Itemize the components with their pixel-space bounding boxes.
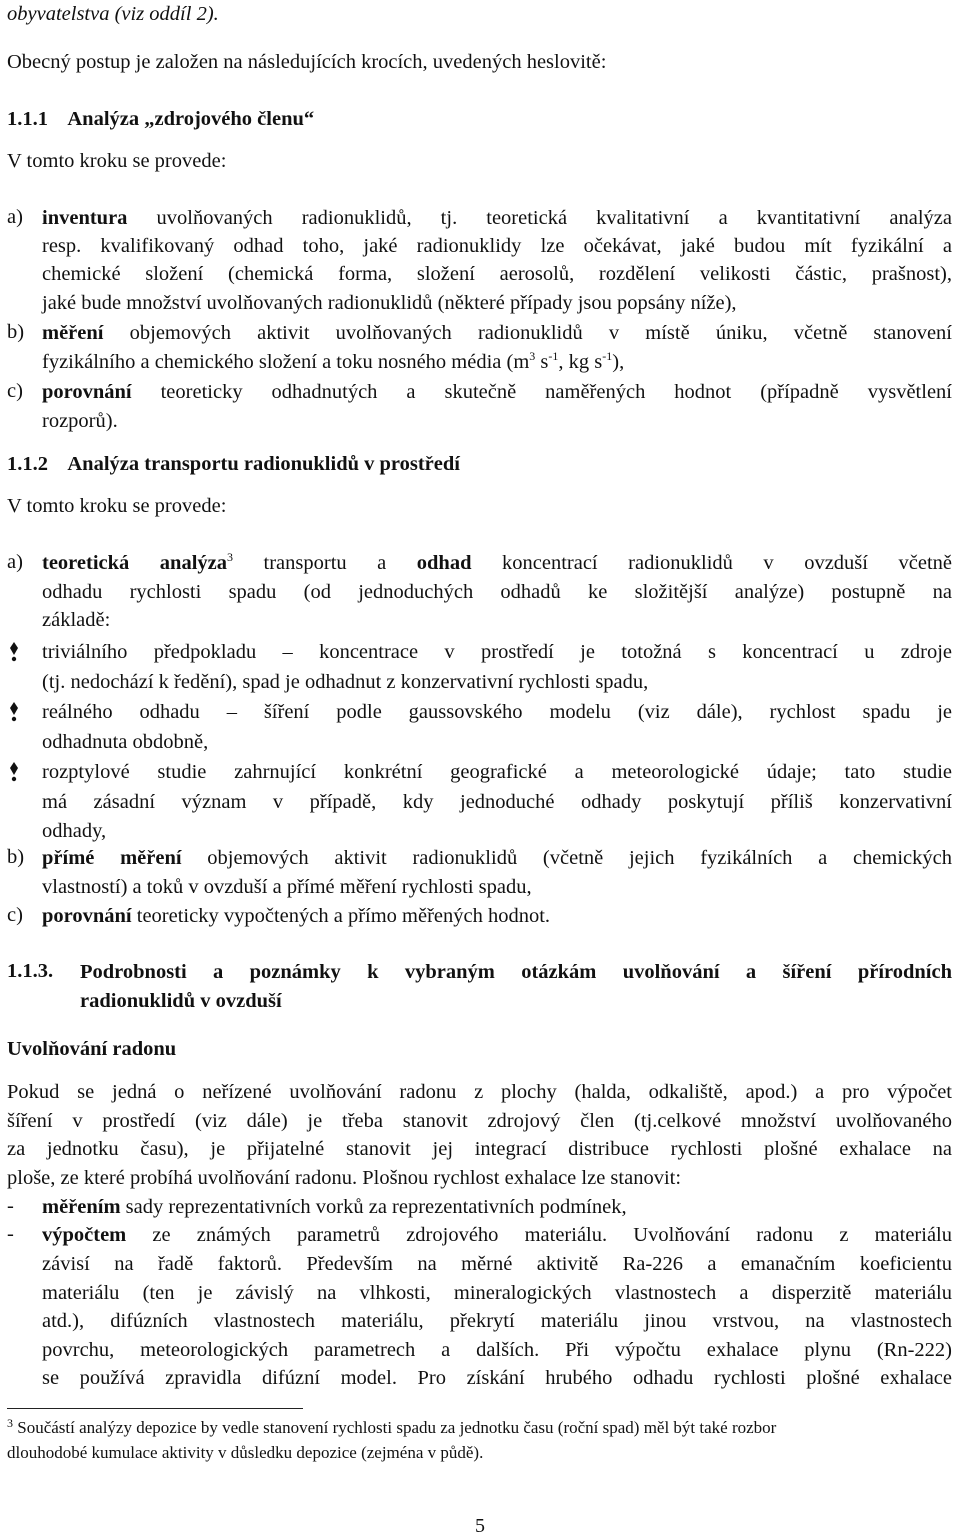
bullet-icon <box>7 640 29 664</box>
section-1-1-3-title-line1: Podrobnosti a poznámky k vybraným otázkám uvolňování a šíření přírodních <box>80 961 952 983</box>
dash-item-1 <box>42 1195 952 1219</box>
text: Součástí analýzy depozice by vedle stanovení rychlosti spadu za jednotku času (roční spad) měl být také rozbor <box>13 1418 777 1437</box>
bold-term: odhad <box>416 552 472 574</box>
radon-paragraph-line3: za jednotku času), je přijatelné stanovit jej integrací distribuce rychlosti plošné exhalace na <box>7 1138 952 1160</box>
dash-item-2-line2: závisí na řadě faktorů. Především na měrné aktivitě Ra-226 a emanačním koeficientu <box>42 1253 952 1275</box>
superscript: -1 <box>602 349 613 363</box>
text: objemových aktivit uvolňovaných radionuklidů v místě úniku, včetně stanovení <box>129 322 953 344</box>
bullet-2-line2: odhadnuta obdobně, <box>42 731 209 753</box>
list-item-a-line3: základě: <box>42 609 111 631</box>
top-fragment: obyvatelstva (viz oddíl 2). <box>7 3 219 25</box>
dash-item-2-line1 <box>42 1223 952 1247</box>
section-number: 1.1.3. <box>7 960 54 982</box>
bullet-1-line2: (tj. nedochází k ředění), spad je odhadnut z konzervativní rychlosti spadu, <box>42 671 649 693</box>
footnote-rule <box>7 1408 303 1409</box>
radon-heading: Uvolňování radonu <box>7 1038 177 1060</box>
list-label: b) <box>7 321 25 343</box>
list-item-b-line2 <box>42 350 952 374</box>
radon-paragraph-line2: šíření v prostředí (viz dále) je třeba stanovit zdrojový člen (tj.celkové množství uvolňovaného <box>7 1110 952 1132</box>
text: koncentrací radionuklidů v ovzduší včetně <box>471 552 952 574</box>
radon-paragraph-line4: ploše, ze které probíhá uvolňování radonu. Plošnou rychlost exhalace lze stanovit: <box>7 1167 682 1189</box>
bold-term: výpočtem <box>42 1224 127 1246</box>
bullet-2-line1: reálného odhadu – šíření podle gaussovského modelu (viz dále), rychlost spadu je <box>42 701 952 723</box>
list-item-c-line1 <box>42 380 952 404</box>
list-label: c) <box>7 380 23 402</box>
bullet-icon <box>7 700 29 724</box>
bullet-3-line1: rozptylové studie zahrnující konkrétní geografické a meteorologické údaje; tato studie <box>42 761 952 783</box>
list-item-c-line2: rozporů). <box>42 410 118 432</box>
bold-term: přímé měření <box>42 847 182 869</box>
bold-term: porovnání <box>42 381 132 403</box>
text: sady reprezentativních vorků za reprezentativních podmínek, <box>120 1196 627 1218</box>
text: teoreticky vypočtených a přímo měřených hodnot. <box>131 905 551 927</box>
footnote-line2: dlouhodobé kumulace aktivity v důsledku depozice (zejména v půdě). <box>7 1443 484 1462</box>
list-item-a-line4: jaké bude množství uvolňovaných radionuklidů (některé případy jsou popsány níže), <box>42 292 737 314</box>
section-title: Analýza transportu radionuklidů v prostředí <box>67 453 460 475</box>
bold-term: měřením <box>42 1196 121 1218</box>
bold-term: porovnání <box>42 905 132 927</box>
text: ze známých parametrů zdrojového materiálu. Uvolňování radonu z materiálu <box>126 1224 952 1246</box>
list-item-b-line1 <box>42 321 952 345</box>
list-item-a-line1 <box>42 551 952 575</box>
bold-term: teoretická analýza <box>42 552 227 574</box>
bold-term: inventura <box>42 207 128 229</box>
bullet-1-line1: triviálního předpokladu – koncentrace v prostředí je totožná s koncentrací u zdroje <box>42 641 952 663</box>
text: , kg s <box>558 351 603 373</box>
text: teoreticky odhadnutých a skutečně naměřených hodnot (případně vysvětlení <box>160 381 952 403</box>
list-label: a) <box>7 551 23 573</box>
section-number: 1.1.2 <box>7 453 48 475</box>
dash-item-2-line4: atd.), difúzních vlastnostech materiálu, překrytí materiálu jinou vrstvou, na vlastnostech <box>42 1310 952 1332</box>
footnote-mark: 3 <box>7 1416 13 1430</box>
dash-item-2-line6: se používá zpravidla difúzní model. Pro získání hrubého odhadu rychlosti plošné exhalace <box>42 1367 952 1389</box>
page-number: 5 <box>475 1515 485 1537</box>
list-item-a-line2: odhadu rychlosti spadu (od jednoduchých odhadů ke složitější analýze) postupně na <box>42 581 952 603</box>
list-label: b) <box>7 846 25 868</box>
list-item-a-line1 <box>42 206 952 230</box>
footnote-ref: 3 <box>227 550 233 564</box>
bullet-3-line3: odhady, <box>42 820 107 842</box>
section-lead: V tomto kroku se provede: <box>7 150 227 172</box>
dash-item-2-line5: povrchu, meteorologických parametrech a dalších. Při výpočtu exhalace plynu (Rn-222) <box>42 1339 952 1361</box>
text: fyzikálního a chemického složení a toku nosného média (m <box>42 351 530 373</box>
dash-marker: - <box>7 1195 14 1217</box>
bullet-icon <box>7 760 29 784</box>
radon-paragraph-line1: Pokud se jedná o neřízené uvolňování radonu z plochy (halda, odkaliště, apod.) a pro výpočet <box>7 1081 952 1103</box>
section-1-1-3-title-line2: radionuklidů v ovzduší <box>80 990 282 1012</box>
list-item-a-line3: chemické složení (chemická forma, složení aerosolů, rozdělení velikosti částic, prašnost), <box>42 263 952 285</box>
bullet-3-line2: má zásadní význam v případě, kdy jednoduché odhady poskytují příliš konzervativní <box>42 791 952 813</box>
section-number: 1.1.1 <box>7 108 48 130</box>
text: objemových aktivit radionuklidů (včetně jejich fyzikálních a chemických <box>181 847 952 869</box>
list-label: c) <box>7 904 23 926</box>
intro-paragraph: Obecný postup je založen na následujících krocích, uvedených heslovitě: <box>7 51 607 73</box>
text: ), <box>612 351 625 373</box>
section-1-1-1-heading <box>7 107 952 131</box>
dash-marker: - <box>7 1223 14 1245</box>
dash-item-2-line3: materiálu (ten je závislý na vlhkosti, mineralogických vlastnostech a disperzitě materiálu <box>42 1282 952 1304</box>
text: transportu a <box>233 552 417 574</box>
list-item-a-line2: resp. kvalifikovaný odhad toho, jaké radionuklidy lze očekávat, jaké budou mít fyzikální a <box>42 235 952 257</box>
footnote-line1 <box>7 1417 952 1439</box>
section-1-1-2-heading <box>7 452 952 476</box>
section-title: Analýza „zdrojového členu“ <box>67 108 315 130</box>
text: uvolňovaných radionuklidů, tj. teoretická kvalitativní a kvantitativní analýza <box>156 207 953 229</box>
list-item-b-line2: vlastností) a toků v ovzduší a přímé měření rychlosti spadu, <box>42 876 532 898</box>
bold-term: měření <box>42 322 104 344</box>
list-item-c-line1 <box>42 904 952 928</box>
section-lead: V tomto kroku se provede: <box>7 495 227 517</box>
list-label: a) <box>7 206 23 228</box>
list-item-b-line1 <box>42 846 952 870</box>
superscript: -1 <box>548 349 559 363</box>
text: s <box>535 351 549 373</box>
superscript: 3 <box>529 349 536 363</box>
